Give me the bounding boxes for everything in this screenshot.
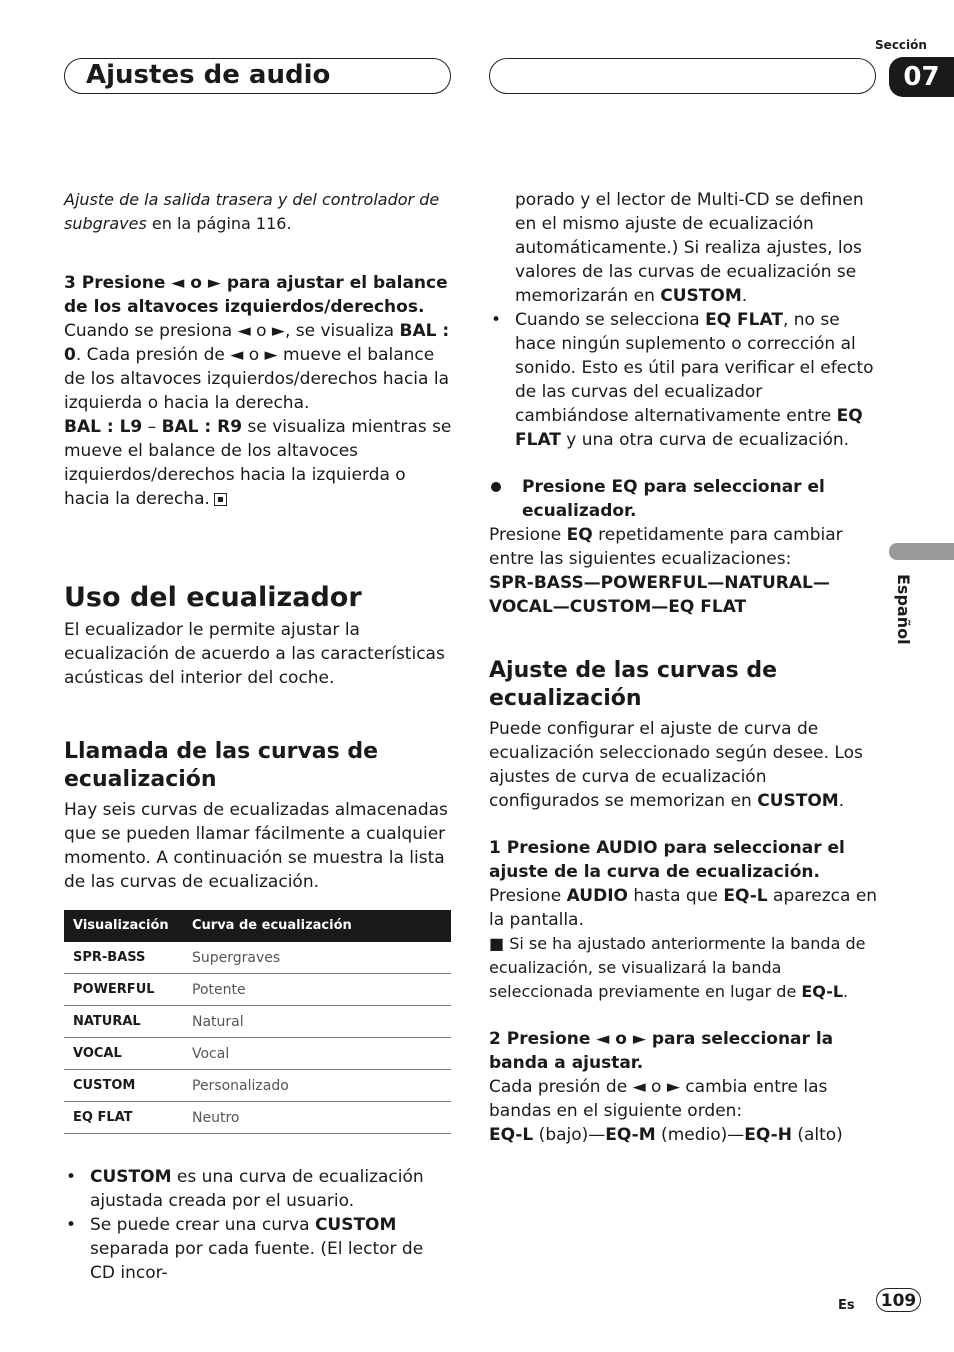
step3-paragraph-1: Cuando se presiona ◄ o ►, se visualiza BAL : 0. Cada presión de ◄ o ► mueve el balance de los altavoces izquierdos/derechos hacia la izquierda o hacia la derecha. xyxy=(64,321,450,413)
adjust-text: Puede configurar el ajuste de curva de ecualización seleccionado según desee. Los ajustes de curva de ecualización configurados se memorizan en CUSTOM. xyxy=(489,719,863,811)
step1-heading: 1 Presione AUDIO para seleccionar el ajuste de la curva de ecualización. xyxy=(489,838,845,882)
intro-reference: Ajuste de la salida trasera y del controlador de subgraves en la página 116. xyxy=(64,190,440,233)
page-title: Ajustes de audio xyxy=(86,60,331,90)
table-row: VOCAL Vocal xyxy=(64,1038,451,1070)
page-number: 109 xyxy=(876,1288,921,1312)
step1-note: ■ Si se ha ajustado anteriormente la banda de ecualización, se visualizará la banda seleccionada previamente en lugar de EQ-L. xyxy=(489,934,866,1001)
eqflat-bullets xyxy=(489,308,881,452)
section-label: Sección xyxy=(875,38,927,52)
eq-select-heading: Presione EQ para seleccionar el ecualizador. xyxy=(489,475,881,523)
step3-heading: 3 Presione ◄ o ► para ajustar el balance de los altavoces izquierdos/derechos. xyxy=(64,273,448,317)
right-column xyxy=(489,188,881,1147)
list-item: • Cuando se selecciona EQ FLAT, no se hace ningún suplemento o corrección al sonido. Esto es útil para verificar el efecto de las curvas del ecualizador cambiándose alternativamente entre EQ FLAT y una otra curva de ecualización. xyxy=(489,308,881,452)
header-empty-frame xyxy=(489,58,876,94)
end-of-section-icon xyxy=(214,493,227,506)
step2-text: Cada presión de ◄ o ► cambia entre las bandas en el siguiente orden: xyxy=(489,1077,828,1121)
step2-heading: 2 Presione ◄ o ► para seleccionar la banda a ajustar. xyxy=(489,1029,834,1073)
custom-bullets xyxy=(64,1165,452,1285)
language-label: Español xyxy=(894,574,913,645)
eq-intro: El ecualizador le permite ajustar la ecualización de acuerdo a las características acústicas del interior del coche. xyxy=(64,620,445,688)
footer-language: Es xyxy=(838,1298,855,1313)
table-row: SPR-BASS Supergraves xyxy=(64,942,451,974)
list-item: • CUSTOM es una curva de ecualización ajustada creada por el usuario. xyxy=(64,1165,452,1213)
bullet-dot-icon xyxy=(491,482,501,492)
table-header-cell: Visualización xyxy=(64,910,183,942)
table-header-cell: Curva de ecualización xyxy=(183,910,451,942)
table-row: NATURAL Natural xyxy=(64,1006,451,1038)
table-row: CUSTOM Personalizado xyxy=(64,1070,451,1102)
table-row: POWERFUL Potente xyxy=(64,974,451,1006)
adjust-title: Ajuste de las curvas de ecualización xyxy=(489,658,778,711)
step1-text: Presione AUDIO hasta que EQ-L aparezca en la pantalla. xyxy=(489,886,878,930)
recall-text: Hay seis curvas de ecualizadas almacenadas que se pueden llamar fácilmente a cualquier momento. A continuación se muestra la lista de las curvas de ecualización. xyxy=(64,800,448,892)
language-tab-marker xyxy=(889,543,954,560)
recall-title: Llamada de las curvas de ecualización xyxy=(64,739,379,792)
eq-section-title: Uso del ecualizador xyxy=(64,582,362,613)
band-order: EQ-L (bajo)—EQ-M (medio)—EQ-H (alto) xyxy=(489,1125,843,1145)
table-header-row xyxy=(64,910,451,942)
step3-paragraph-2: BAL : L9 – BAL : R9 se visualiza mientras se mueve el balance de los altavoces izquierdos/derechos hacia la izquierda o hacia la derecha. xyxy=(64,417,452,509)
section-number: 07 xyxy=(889,57,954,97)
eq-curves-table xyxy=(64,910,451,1134)
eq-sequence: SPR-BASS—POWERFUL—NATURAL—VOCAL—CUSTOM—EQ FLAT xyxy=(489,573,830,617)
table-row: EQ FLAT Neutro xyxy=(64,1102,451,1134)
list-item: • Se puede crear una curva CUSTOM separada por cada fuente. (El lector de CD incor- xyxy=(64,1213,452,1285)
left-column xyxy=(64,188,452,1285)
continued-text: porado y el lector de Multi-CD se definen en el mismo ajuste de ecualización automáticamente.) Si realiza ajustes, los valores de las curvas de ecualización se memorizarán en CUSTOM. xyxy=(515,190,864,306)
eq-select-text: Presione EQ repetidamente para cambiar entre las siguientes ecualizaciones: xyxy=(489,525,843,569)
